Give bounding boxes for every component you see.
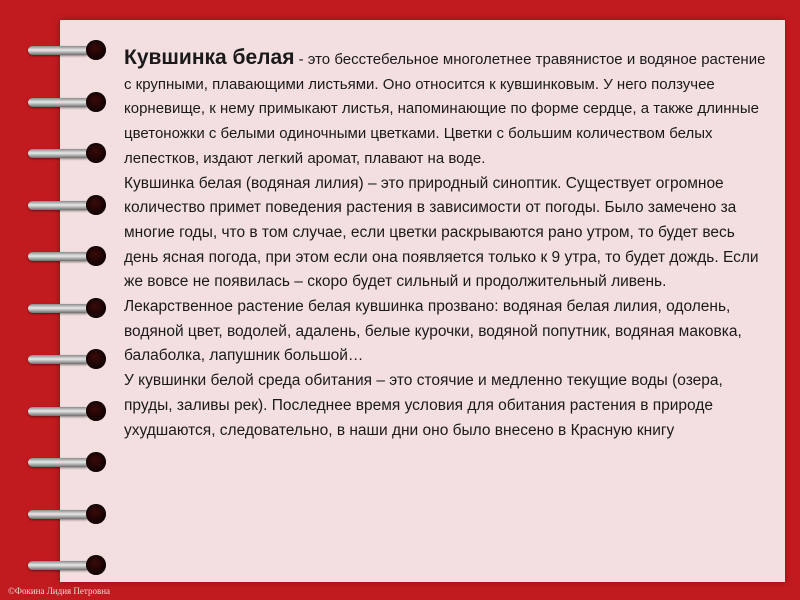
binding-ring bbox=[28, 244, 104, 268]
binding-ring bbox=[28, 399, 104, 423]
binding-ring bbox=[28, 141, 104, 165]
binding-ring bbox=[28, 38, 104, 62]
paragraph-forecast: Кувшинка белая (водяная лилия) – это природный синоптик. Существует огромное количество примет поведения растения в зависимости от погоды. Было замечено за многие годы, что в том случае, если цветки раскрываются рано утром, то будет весь день ясная погода, при этом если она появляется только к 9 утра, то будет дождь. Если же вовсе не появилась – скоро будет сильный и продолжительный ливень. bbox=[124, 174, 759, 291]
paragraph-names: Лекарственное растение белая кувшинка прозвано: водяная белая лилия, одолень, водяной цвет, водолей, адалень, белые курочки, водяной попутник, водяная маковка, балаболка, лапушник большой… bbox=[124, 298, 742, 365]
binding-ring bbox=[28, 502, 104, 526]
paragraph-habitat: У кувшинки белой среда обитания – это стоячие и медленно текущие воды (озера, пруды, заливы рек). Последнее время условия для обитания растения в природе ухудшаются, следовательно, в наши дни оно было внесено в Красную книгу bbox=[124, 372, 723, 439]
copyright-text: ©Фокина Лидия Петровна bbox=[8, 586, 111, 596]
intro-text: - это бесстебельное многолетнее травянистое и водяное растение с крупными, плавающими листьями. Оно относится к кувшинковым. У него ползучее корневище, к нему примыкают листья, напоминающие по форме сердце, а также длинные цветоножки с белыми одиночными цветками. Цветки с большим количеством белых лепестков, издают легкий аромат, плавают на воде. bbox=[124, 51, 766, 167]
binding-ring bbox=[28, 347, 104, 371]
slide-title: Кувшинка белая bbox=[124, 46, 295, 69]
binding-ring bbox=[28, 450, 104, 474]
binding-ring bbox=[28, 90, 104, 114]
slide-text bbox=[124, 46, 772, 443]
binding-ring bbox=[28, 296, 104, 320]
binding-ring bbox=[28, 553, 104, 577]
binding-ring bbox=[28, 193, 104, 217]
paragraph-intro bbox=[124, 46, 772, 172]
